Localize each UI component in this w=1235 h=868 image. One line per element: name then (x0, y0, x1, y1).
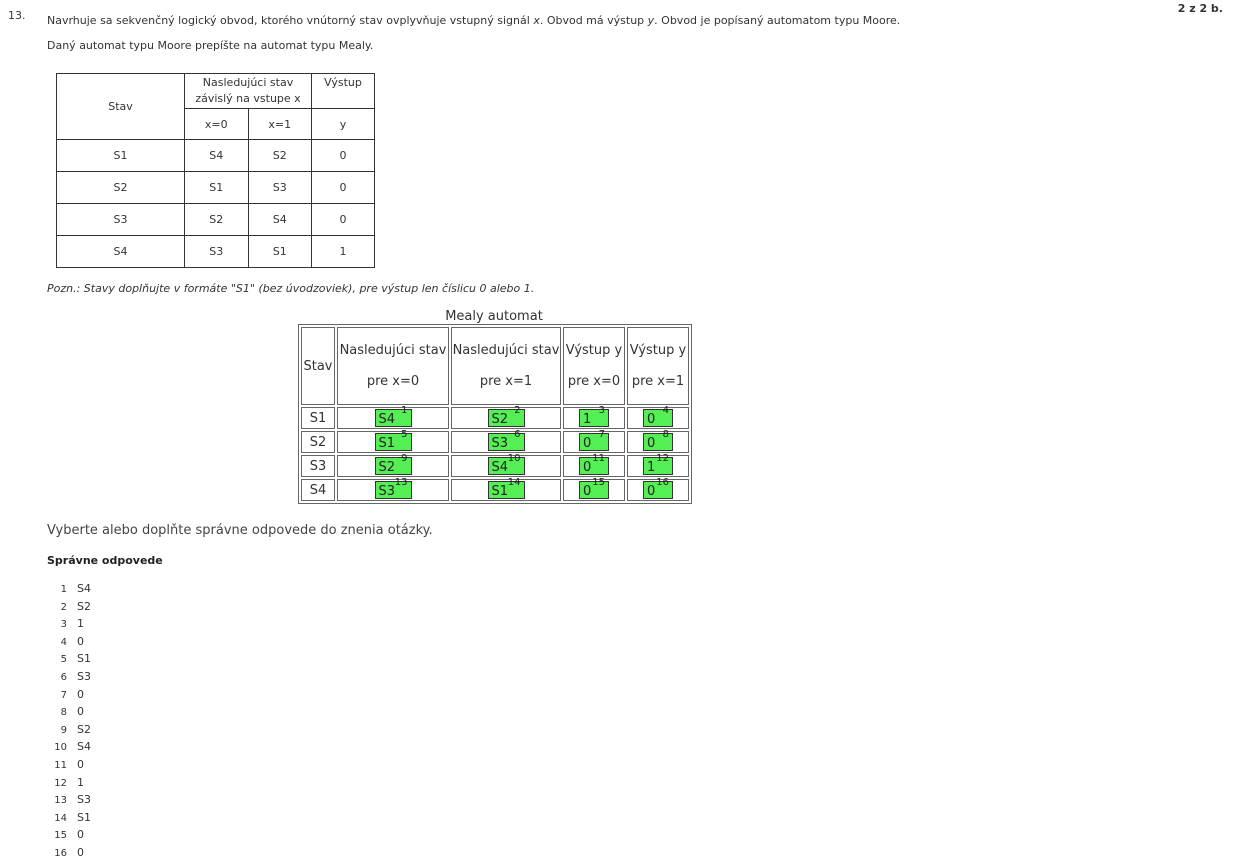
mealy-cell (627, 407, 689, 429)
mealy-cell (563, 455, 625, 477)
answer-field[interactable] (643, 453, 673, 475)
table-row (301, 479, 689, 501)
answer-value: 0 (647, 412, 656, 427)
answer-field[interactable] (375, 429, 412, 451)
answer-index: 1 (401, 405, 408, 416)
answer-number: 2 (60, 601, 67, 613)
header-line: pre x=1 (631, 374, 685, 389)
answer-number: 7 (60, 689, 67, 701)
mealy-cell (627, 479, 689, 501)
moore-output: 0 (312, 204, 375, 236)
answer-index: 16 (656, 477, 669, 488)
answer-value: 0 (647, 436, 656, 451)
answer-text: 1 (77, 775, 84, 789)
answer-number: 8 (60, 707, 67, 719)
list-item (47, 668, 91, 686)
list-item (47, 633, 91, 651)
answer-number: 14 (54, 812, 67, 824)
moore-header-next (185, 74, 312, 109)
mealy-cell (337, 407, 449, 429)
question-text (47, 14, 900, 27)
moore-next-x1: S2 (248, 140, 312, 172)
answer-index: 4 (662, 405, 669, 416)
header-line: Nasledujúci stav (452, 343, 560, 358)
list-item (47, 686, 91, 704)
mealy-state: S3 (301, 455, 335, 477)
answer-number: 5 (60, 654, 67, 666)
moore-table (56, 73, 375, 268)
moore-state: S4 (57, 236, 185, 268)
answer-number: 9 (60, 724, 67, 736)
list-item (47, 791, 91, 809)
list-item (47, 703, 91, 721)
answer-index: 7 (598, 429, 605, 440)
answer-value: S3 (378, 484, 396, 499)
answer-value: S2 (378, 460, 396, 475)
answer-index: 12 (656, 453, 669, 464)
moore-state: S1 (57, 140, 185, 172)
answer-index: 10 (507, 453, 521, 464)
mealy-cell (563, 479, 625, 501)
answer-text: S1 (77, 810, 91, 824)
answer-index: 8 (662, 429, 669, 440)
answer-number: 10 (54, 742, 67, 754)
answer-field[interactable] (488, 429, 525, 451)
answer-value: 0 (583, 460, 592, 475)
answer-number: 13 (54, 795, 67, 807)
answer-text: 0 (77, 705, 84, 719)
moore-next-x0: S3 (185, 236, 249, 268)
question-text-part: . Obvod má výstup (539, 14, 648, 27)
correct-answers-title: Správne odpovede (47, 554, 163, 567)
answer-number: 1 (60, 584, 67, 595)
moore-state: S3 (57, 204, 185, 236)
table-row (57, 204, 375, 236)
table-row (57, 236, 375, 268)
var-y: y (647, 14, 655, 27)
question-score: 2 z 2 b. (1177, 2, 1223, 15)
mealy-caption: Mealy automat (445, 309, 543, 324)
moore-next-x0: S4 (185, 140, 249, 172)
list-item (47, 615, 91, 633)
list-item (47, 844, 91, 862)
table-row (301, 407, 689, 429)
answer-value: 1 (647, 460, 656, 475)
answer-field[interactable] (579, 453, 609, 475)
question-text-part: . Obvod je popísaný automatom typu Moore. (654, 14, 901, 27)
var-x: x (533, 14, 540, 27)
mealy-cell (451, 431, 561, 453)
mealy-header-output-x1 (627, 327, 689, 405)
mealy-cell (563, 407, 625, 429)
mealy-header-state: Stav (301, 327, 335, 405)
answer-number: 12 (54, 777, 67, 789)
answer-number: 3 (60, 619, 67, 631)
answer-number: 4 (60, 636, 67, 648)
answer-text: S4 (77, 582, 91, 595)
mealy-state: S1 (301, 407, 335, 429)
question-task: Daný automat typu Moore prepíšte na automat typu Mealy. (47, 39, 374, 52)
question-text-part: Navrhuje sa sekvenčný logický obvod, ktorého vnútorný stav ovplyvňuje vstupný signál (47, 14, 534, 27)
answer-text: 0 (77, 845, 84, 859)
answer-index: 3 (598, 405, 605, 416)
mealy-cell (451, 407, 561, 429)
list-item (47, 721, 91, 739)
moore-next-x1: S1 (248, 236, 312, 268)
answer-index: 11 (592, 453, 605, 464)
answer-number: 6 (60, 671, 67, 683)
answer-value: S2 (491, 412, 509, 427)
moore-next-x1: S4 (248, 204, 312, 236)
table-row (57, 172, 375, 204)
answer-text: S2 (77, 599, 91, 613)
answer-index: 15 (592, 477, 605, 488)
moore-header-next-line1: Nasledujúci stav (202, 76, 294, 89)
answer-index: 2 (514, 405, 521, 416)
table-row (301, 431, 689, 453)
moore-next-x1: S3 (248, 172, 312, 204)
instructions: Vyberte alebo doplňte správne odpovede do znenia otázky. (47, 523, 433, 538)
answer-text: S3 (77, 669, 91, 683)
answer-field[interactable] (643, 405, 673, 427)
answer-index: 9 (401, 453, 408, 464)
header-line: Výstup y (629, 343, 687, 358)
mealy-cell (451, 479, 561, 501)
answer-value: 0 (647, 484, 656, 499)
list-item (47, 598, 91, 616)
list-item (47, 738, 91, 756)
answer-number: 16 (54, 847, 67, 859)
answer-field[interactable] (579, 405, 609, 427)
list-item (47, 774, 91, 792)
header-line: pre x=0 (366, 374, 420, 389)
mealy-state: S4 (301, 479, 335, 501)
answer-field[interactable] (643, 477, 673, 499)
answer-field[interactable] (375, 405, 412, 427)
answer-value: 1 (583, 412, 592, 427)
answer-number: 11 (54, 759, 67, 771)
correct-answers-list (47, 580, 91, 862)
list-item (47, 826, 91, 844)
question-number: 13. (8, 9, 26, 22)
answer-field[interactable] (375, 477, 412, 499)
header-line: pre x=0 (567, 374, 621, 389)
moore-next-x0: S1 (185, 172, 249, 204)
answer-index: 5 (401, 429, 408, 440)
answer-index: 14 (507, 477, 521, 488)
answer-index: 13 (394, 477, 408, 488)
mealy-cell (451, 455, 561, 477)
list-item (47, 756, 91, 774)
moore-header-output: Výstup (312, 74, 375, 109)
moore-header-next-line2: závislý na vstupe x (195, 92, 301, 105)
answer-text: 0 (77, 828, 84, 842)
header-line: pre x=1 (479, 374, 533, 389)
mealy-header-output-x0 (563, 327, 625, 405)
mealy-table (298, 324, 692, 504)
table-row (301, 455, 689, 477)
mealy-cell (627, 431, 689, 453)
mealy-header-next-x1 (451, 327, 561, 405)
answer-value: S4 (378, 412, 396, 427)
answer-text: S3 (77, 793, 91, 807)
moore-sub-y: y (312, 109, 375, 140)
answer-value: S1 (491, 484, 509, 499)
answer-text: S4 (77, 740, 91, 754)
moore-state: S2 (57, 172, 185, 204)
header-line: Výstup y (565, 343, 623, 358)
answer-value: S3 (491, 436, 509, 451)
answer-text: S2 (77, 722, 91, 736)
answer-index: 6 (514, 429, 521, 440)
answer-field[interactable] (375, 453, 412, 475)
answer-field[interactable] (488, 477, 525, 499)
moore-output: 0 (312, 172, 375, 204)
answer-field[interactable] (579, 477, 609, 499)
answer-value: 0 (583, 484, 592, 499)
answer-number: 15 (54, 830, 67, 842)
list-item (47, 580, 91, 598)
mealy-cell (337, 479, 449, 501)
answer-text: S1 (77, 652, 91, 666)
answer-text: 0 (77, 687, 84, 701)
answer-field[interactable] (488, 405, 525, 427)
moore-sub-x0: x=0 (185, 109, 249, 140)
moore-output: 0 (312, 140, 375, 172)
answer-field[interactable] (643, 429, 673, 451)
moore-output: 1 (312, 236, 375, 268)
list-item (47, 809, 91, 827)
answer-value: S4 (491, 460, 509, 475)
moore-next-x0: S2 (185, 204, 249, 236)
mealy-cell (627, 455, 689, 477)
moore-header-state: Stav (57, 74, 185, 140)
table-row (57, 140, 375, 172)
format-note: Pozn.: Stavy doplňujte v formáte "S1" (bez úvodzoviek), pre výstup len číslicu 0 alebo 1. (47, 282, 535, 295)
mealy-state: S2 (301, 431, 335, 453)
mealy-cell (337, 431, 449, 453)
header-line: Nasledujúci stav (339, 343, 447, 358)
answer-value: 0 (583, 436, 592, 451)
list-item (47, 650, 91, 668)
moore-sub-x1: x=1 (248, 109, 312, 140)
answer-field[interactable] (579, 429, 609, 451)
answer-field[interactable] (488, 453, 525, 475)
mealy-cell (563, 431, 625, 453)
answer-value: S1 (378, 436, 396, 451)
answer-text: 0 (77, 757, 84, 771)
answer-text: 1 (77, 617, 84, 631)
mealy-header-next-x0 (337, 327, 449, 405)
mealy-cell (337, 455, 449, 477)
answer-text: 0 (77, 634, 84, 648)
